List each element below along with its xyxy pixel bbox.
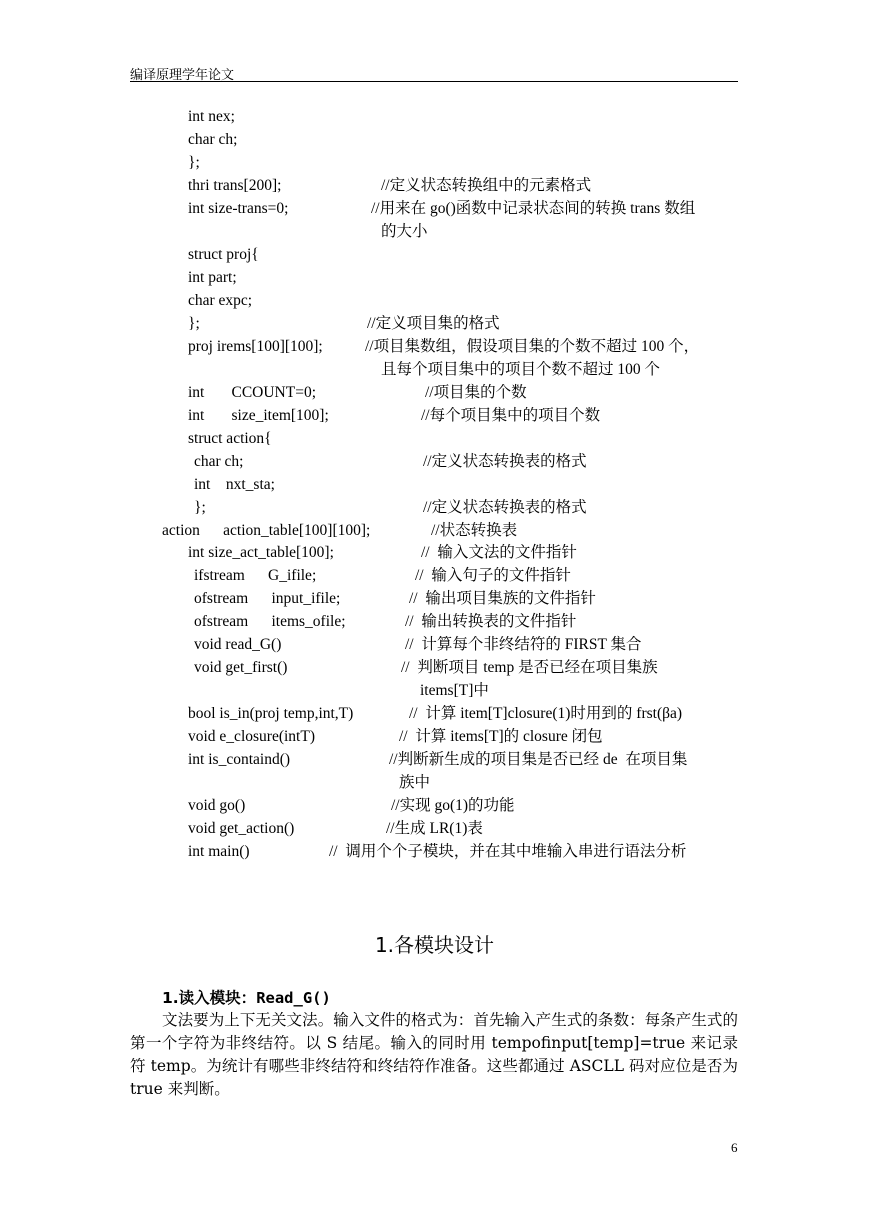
code-line: int nex;: [188, 108, 235, 125]
code-comment: //项目集的个数: [425, 384, 527, 401]
code-line: void read_G(): [194, 636, 282, 653]
code-line: struct action{: [188, 430, 272, 447]
code-line: int main(): [188, 843, 250, 860]
code-comment: // 计算每个非终结符的 FIRST 集合: [405, 636, 642, 653]
code-line: };: [188, 154, 200, 171]
code-line: int size_act_table[100];: [188, 544, 334, 561]
code-line: int is_containd(): [188, 751, 291, 768]
code-line: action action_table[100][100];: [162, 522, 371, 539]
code-line: thri trans[200];: [188, 177, 282, 194]
code-comment: //实现 go(1)的功能: [391, 797, 515, 814]
code-line: struct proj{: [188, 246, 259, 263]
code-line: int size-trans=0;: [188, 200, 289, 217]
code-comment: //定义状态转换表的格式: [423, 499, 587, 516]
code-line: ofstream input_ifile;: [194, 590, 341, 607]
subsection-function-name: Read_G(): [256, 989, 331, 1007]
code-comment: // 输入文法的文件指针: [421, 544, 577, 561]
code-line: void get_first(): [194, 659, 288, 676]
code-line: ifstream G_ifile;: [194, 567, 317, 584]
code-line: void e_closure(intT): [188, 728, 315, 745]
code-comment: //定义状态转换组中的元素格式: [381, 177, 592, 194]
code-comment: //用来在 go()函数中记录状态间的转换 trans 数组: [371, 200, 696, 217]
code-comment: //定义状态转换表的格式: [423, 453, 587, 470]
code-line: void get_action(): [188, 820, 295, 837]
code-comment: items[T]中: [420, 682, 489, 699]
code-line: ofstream items_ofile;: [194, 613, 346, 630]
code-comment: //定义项目集的格式: [367, 315, 500, 332]
code-comment: 的大小: [381, 223, 428, 240]
code-comment: // 输出项目集族的文件指针: [409, 590, 596, 607]
page-number: 6: [731, 1140, 738, 1155]
running-header: 编译原理学年论文: [130, 67, 235, 82]
code-comment: //判断新生成的项目集是否已经 de 在项目集: [389, 751, 688, 768]
code-line: int size_item[100];: [188, 407, 329, 424]
header-rule: [130, 81, 738, 82]
code-comment: 族中: [399, 774, 431, 791]
code-comment: // 判断项目 temp 是否已经在项目集族: [401, 659, 658, 676]
code-comment: // 调用个个子模块，并在其中堆输入串进行语法分析: [329, 843, 687, 860]
code-comment: 且每个项目集中的项目个数不超过 100 个: [381, 361, 661, 378]
section-title: 1.各模块设计: [374, 933, 495, 957]
code-comment: //每个项目集中的项目个数: [421, 407, 601, 424]
code-line: int nxt_sta;: [194, 476, 275, 493]
code-comment: //生成 LR(1)表: [386, 820, 483, 837]
code-line: proj irems[100][100];: [188, 338, 323, 355]
code-comment: //状态转换表: [431, 522, 518, 539]
code-comment: //项目集数组，假设项目集的个数不超过 100 个，: [365, 338, 700, 355]
code-line: char expc;: [188, 292, 253, 309]
code-comment: // 计算 item[T]closure(1)时用到的 frst(βa): [409, 705, 683, 722]
code-comment: // 计算 items[T]的 closure 闭包: [399, 728, 603, 745]
code-comment: // 输入句子的文件指针: [415, 567, 571, 584]
code-line: };: [188, 315, 200, 332]
code-line: int CCOUNT=0;: [188, 384, 317, 401]
code-line: bool is_in(proj temp,int,T): [188, 705, 354, 722]
code-line: void go(): [188, 797, 246, 814]
code-line: int part;: [188, 269, 237, 286]
code-line: };: [194, 499, 206, 516]
subsection-prefix: 1.读入模块：: [162, 989, 257, 1007]
body-paragraph: 文法要为上下无关文法。输入文件的格式为：首先输入产生式的条数：每条产生式的第一个字符为非终结符。以 S 结尾。输入的同时用 tempofinput[temp]=true 来记录符 temp。为统计有哪些非终结符和终结符作准备。这些都通过 ASCLL 码对应位是否为 true 来判断。: [130, 1011, 738, 1098]
code-comment: // 输出转换表的文件指针: [405, 613, 577, 630]
code-line: char ch;: [194, 453, 244, 470]
code-line: char ch;: [188, 131, 238, 148]
subsection-heading: [162, 986, 331, 1008]
